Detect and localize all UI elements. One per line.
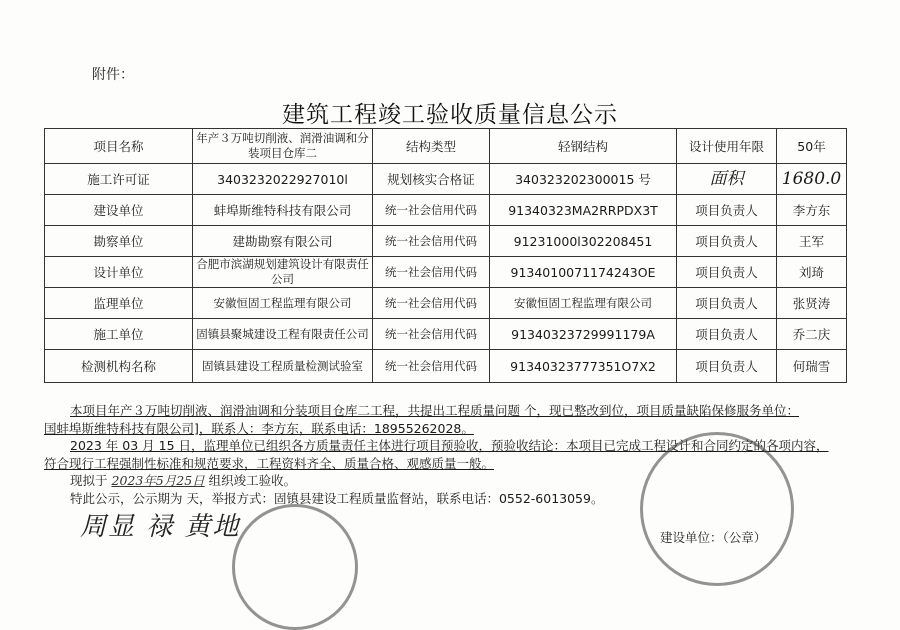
cell-value: 张贤涛 bbox=[777, 288, 847, 319]
cell-handwritten: 面积 bbox=[677, 164, 777, 195]
cell-value: 刘琦 bbox=[777, 257, 847, 288]
cell-label: 施工单位 bbox=[45, 319, 193, 350]
cell-label: 项目负责人 bbox=[677, 257, 777, 288]
seal-stamp-icon bbox=[640, 432, 794, 586]
cell-value: 9134010071174243OE bbox=[490, 257, 677, 288]
cell-label: 项目负责人 bbox=[677, 195, 777, 226]
cell-value: 340323202300015 号 bbox=[490, 164, 677, 195]
table-row bbox=[45, 129, 847, 164]
cell-value: 50年 bbox=[777, 129, 847, 164]
cell-label: 监理单位 bbox=[45, 288, 193, 319]
cell-label: 项目负责人 bbox=[677, 226, 777, 257]
cell-value: 91231000l302208451 bbox=[490, 226, 677, 257]
cell-label: 结构类型 bbox=[373, 129, 490, 164]
cell-value: 91340323MA2RRPDX3T bbox=[490, 195, 677, 226]
builder-seal-label: 建设单位：（公章） bbox=[660, 530, 767, 545]
cell-handwritten: 1680.0 bbox=[777, 164, 847, 195]
handwritten-date: 2023年5月25日 bbox=[111, 473, 205, 488]
notice-line: 符合现行工程强制性标准和规范要求，工程资料齐全、质量合格、观感质量一般。 bbox=[44, 455, 495, 471]
table-row bbox=[45, 164, 847, 195]
notice-text-part: 现拟于 bbox=[70, 473, 108, 488]
cell-value: 王军 bbox=[777, 226, 847, 257]
cell-label: 统一社会信用代码 bbox=[373, 288, 490, 319]
cell-value: 安徽恒固工程监理有限公司 bbox=[193, 288, 373, 319]
cell-value: 何瑞雪 bbox=[777, 350, 847, 383]
cell-label: 统一社会信用代码 bbox=[373, 319, 490, 350]
table-row bbox=[45, 288, 847, 319]
notice-line: 本项目年产３万吨切削液、润滑油调和分装项目仓库二工程，共提出工程质量问题 个，现已整改到位，项目质量缺陷保修服务单位： bbox=[70, 403, 799, 418]
notice-line: 特此公示，公示期为 天，举报方式：固镇县建设工程质量监督站，联系电话：0552-6013059。 bbox=[70, 490, 604, 506]
cell-label: 统一社会信用代码 bbox=[373, 195, 490, 226]
cell-value: 轻钢结构 bbox=[490, 129, 677, 164]
cell-value: 固镇县聚城建设工程有限责任公司 bbox=[193, 319, 373, 350]
cell-label: 设计使用年限 bbox=[677, 129, 777, 164]
cell-label: 检测机构名称 bbox=[45, 350, 193, 383]
cell-label: 建设单位 bbox=[45, 195, 193, 226]
seal-stamp-icon bbox=[232, 504, 358, 630]
cell-value: 固镇县建设工程质量检测试验室 bbox=[193, 350, 373, 383]
page-title: 建筑工程竣工验收质量信息公示 bbox=[282, 102, 618, 128]
cell-label: 施工许可证 bbox=[45, 164, 193, 195]
cell-label: 统一社会信用代码 bbox=[373, 226, 490, 257]
cell-value: 安徽恒固工程监理有限公司 bbox=[490, 288, 677, 319]
cell-label: 统一社会信用代码 bbox=[373, 350, 490, 383]
attachment-label: 附件： bbox=[92, 67, 134, 83]
notice-line: 2023 年 03 月 15 日，监理单位已组织各方质量责任主体进行项目预验收，预验收结论：本项目已完成工程设计和合同约定的各项内容， bbox=[70, 438, 829, 453]
cell-label: 项目负责人 bbox=[677, 350, 777, 383]
cell-value: 建勘勘察有限公司 bbox=[193, 226, 373, 257]
table-row bbox=[45, 350, 847, 383]
handwritten-signatures: 周显 禄 黄地 bbox=[80, 512, 241, 542]
cell-label: 设计单位 bbox=[45, 257, 193, 288]
table-row bbox=[45, 195, 847, 226]
table-row bbox=[45, 319, 847, 350]
cell-label: 项目负责人 bbox=[677, 319, 777, 350]
cell-label: 项目名称 bbox=[45, 129, 193, 164]
cell-value: 蚌埠斯维特科技有限公司 bbox=[193, 195, 373, 226]
cell-label: 统一社会信用代码 bbox=[373, 257, 490, 288]
table-row bbox=[45, 257, 847, 288]
cell-value: 乔二庆 bbox=[777, 319, 847, 350]
cell-label: 勘察单位 bbox=[45, 226, 193, 257]
cell-label: 项目负责人 bbox=[677, 288, 777, 319]
notice-line: 国蚌埠斯维特科技有限公司]，联系人：李方东，联系电话：18955262028。 bbox=[44, 420, 474, 436]
cell-value: 李方东 bbox=[777, 195, 847, 226]
cell-value: 年产３万吨切削液、润滑油调和分装项目仓库二 bbox=[193, 129, 373, 164]
cell-value: 91340323777351O7X2 bbox=[490, 350, 677, 383]
cell-value: 91340323729991179A bbox=[490, 319, 677, 350]
cell-value: 合肥市滨湖规划建筑设计有限责任公司 bbox=[193, 257, 373, 288]
table-row bbox=[45, 226, 847, 257]
notice-text-part: 组织竣工验收。 bbox=[208, 473, 297, 488]
cell-value: 3403232022927010l bbox=[193, 164, 373, 195]
cell-label: 规划核实合格证 bbox=[373, 164, 490, 195]
info-table bbox=[44, 128, 847, 383]
